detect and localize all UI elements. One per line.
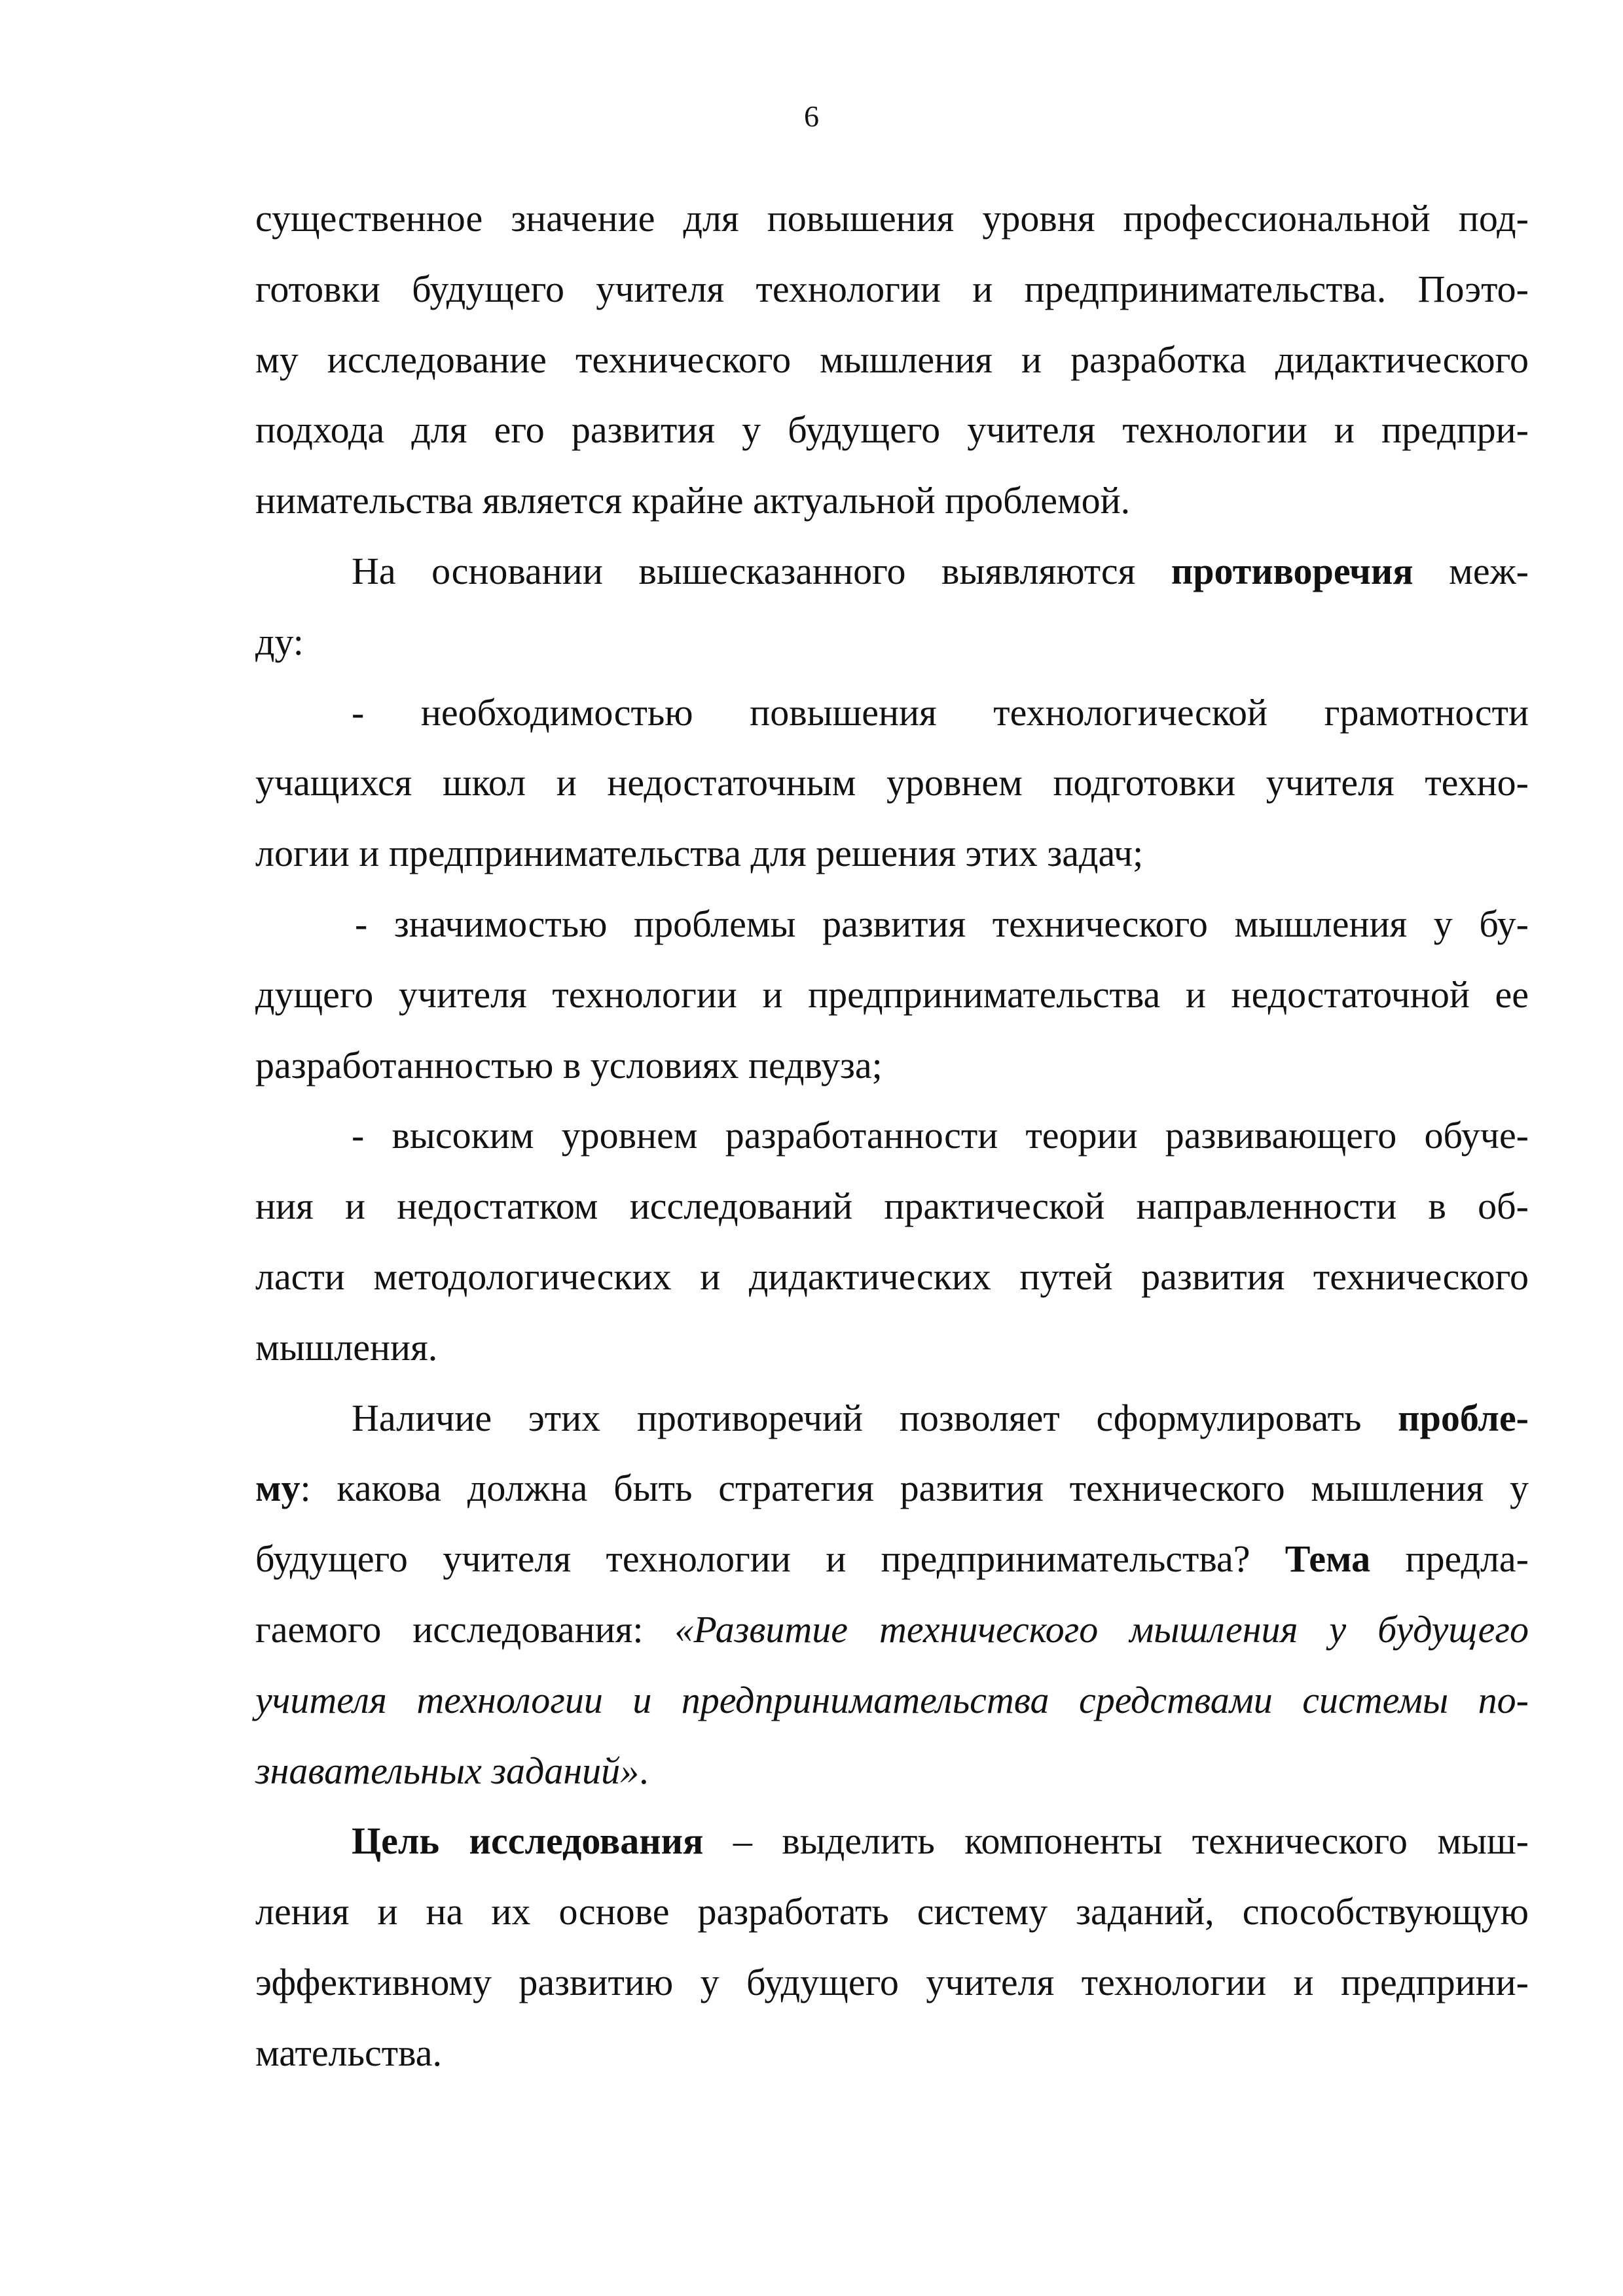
text-line	[255, 1594, 1529, 1665]
text-line	[255, 536, 1529, 607]
text-line: логии и предпринимательства для решения этих задач;	[255, 832, 1144, 875]
text-line	[255, 1453, 1529, 1524]
text-line: мышления.	[255, 1325, 438, 1369]
body-text	[255, 183, 1529, 2089]
text-line: существенное значение для повышения уровня профессиональной под-	[255, 197, 1529, 240]
text-line: - высоким уровнем разработанности теории развивающего обуче-	[352, 1114, 1529, 1157]
text-run: гаемого исследования:	[255, 1607, 675, 1651]
text-line: учащихся школ и недостаточным уровнем подготовки учителя техно-	[255, 761, 1529, 804]
text-line: мательства.	[255, 2031, 442, 2074]
text-line: эффективному развитию у будущего учителя технологии и предприни-	[255, 1960, 1529, 2003]
paragraph-1	[255, 183, 1529, 536]
paragraph-problem-topic	[255, 1383, 1529, 1806]
text-run: Наличие этих противоречий позволяет сформулировать	[352, 1396, 1398, 1439]
text-line	[255, 1736, 1529, 1806]
bold-term-problem: пробле-	[1398, 1396, 1529, 1439]
text-run: меж-	[1413, 549, 1529, 592]
text-line: ния и недостатком исследований практической направленности в об-	[255, 1185, 1529, 1228]
text-run: На основании вышесказанного выявляются	[352, 549, 1171, 592]
list-item-3	[255, 1100, 1529, 1382]
bold-term-topic: Тема	[1285, 1537, 1371, 1581]
text-run: предла-	[1370, 1537, 1529, 1581]
text-line: готовки будущего учителя технологии и предпринимательства. Поэто-	[255, 267, 1529, 310]
text-line: нимательства является крайне актуальной проблемой.	[255, 479, 1131, 522]
page-number: 6	[804, 99, 819, 133]
text-line: ду:	[255, 620, 304, 663]
bold-term-problem-cont: му	[255, 1467, 301, 1510]
text-run: .	[639, 1749, 649, 1792]
text-line: дущего учителя технологии и предпринимательства и недостаточной ее	[255, 973, 1529, 1016]
text-line: подхода для его развития у будущего учителя технологии и предпри-	[255, 408, 1529, 452]
paragraph-research-goal	[255, 1806, 1529, 2088]
text-line: - необходимостью повышения технологической грамотности	[352, 691, 1529, 734]
paragraph-2	[255, 536, 1529, 677]
list-item-2	[255, 889, 1529, 1100]
text-run: – выделить компоненты технического мыш-	[703, 1820, 1529, 1863]
text-line	[255, 1806, 1529, 1876]
text-line: разработанностью в условиях педвуза;	[255, 1043, 883, 1086]
text-line: ласти методологических и дидактических путей развития технического	[255, 1255, 1529, 1298]
text-line: ления и на их основе разработать систему заданий, способствующую	[255, 1890, 1529, 1933]
bold-term-contradictions: противоречия	[1171, 549, 1413, 592]
text-line	[255, 1524, 1529, 1594]
text-line: му исследование технического мышления и разработка дидактического	[255, 338, 1529, 381]
list-item-1	[255, 677, 1529, 889]
italic-topic-title-end: знавательных заданий»	[255, 1749, 640, 1792]
text-line	[255, 1383, 1529, 1454]
text-run: : какова должна быть стратегия развития технического мышления у	[300, 1467, 1529, 1510]
bold-term-research-goal: Цель исследования	[352, 1820, 704, 1863]
text-line: - значимостью проблемы развития технического мышления у бу-	[355, 902, 1529, 945]
italic-topic-title: «Развитие технического мышления у будущего	[674, 1607, 1529, 1651]
text-run: будущего учителя технологии и предпринимательства?	[255, 1537, 1285, 1581]
text-line: учителя технологии и предпринимательства средствами системы по-	[255, 1678, 1529, 1721]
